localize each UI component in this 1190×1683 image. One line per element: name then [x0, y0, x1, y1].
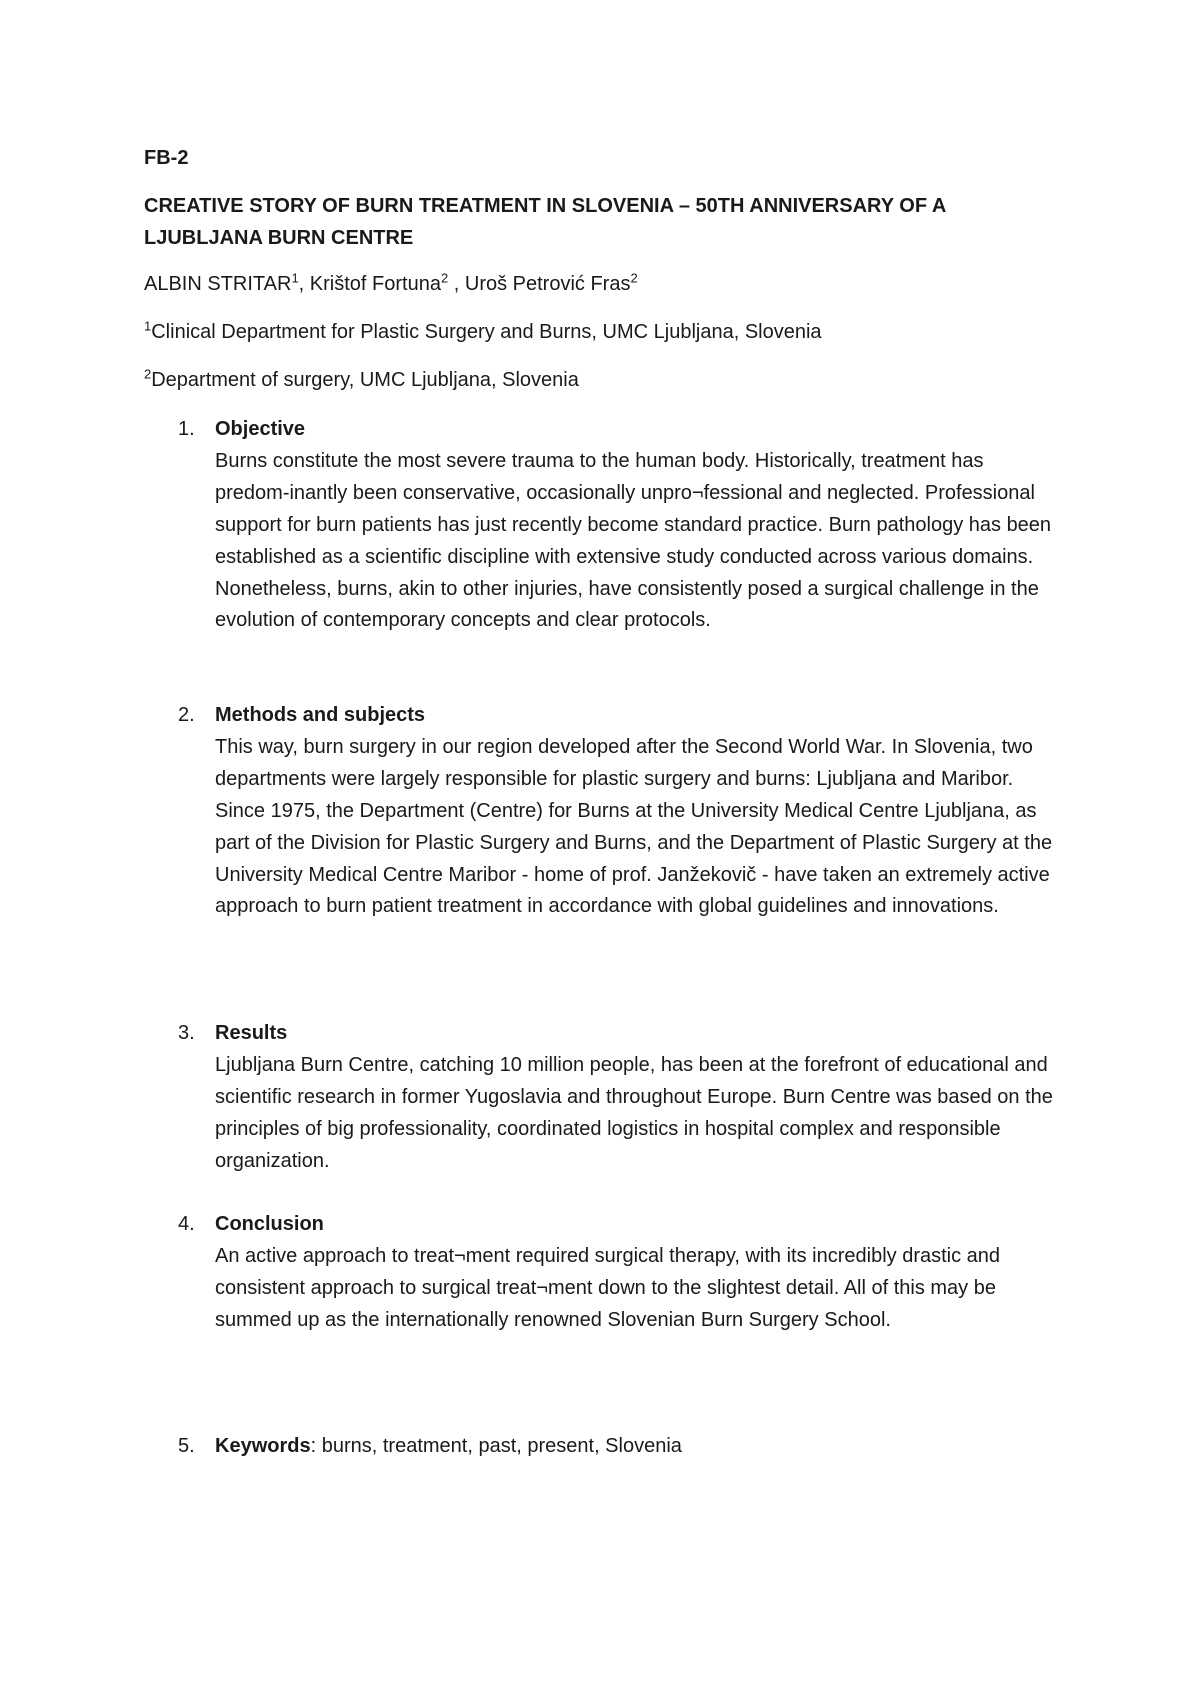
affiliation	[144, 318, 822, 346]
affiliation-number: 2	[144, 366, 152, 382]
section-heading: Results	[215, 1022, 288, 1044]
section-heading: Objective	[215, 418, 306, 440]
abstract-code: FB-2	[144, 147, 189, 169]
author-separator: ,	[448, 273, 465, 295]
affiliation-text: Department of surgery, UMC Ljubljana, Slovenia	[151, 369, 579, 391]
section-heading: Methods and subjects	[215, 704, 426, 726]
author-list	[144, 270, 638, 298]
section-text: This way, burn surgery in our region developed after the Second World War. In Slovenia, two departments were largely responsible for plastic surgery and burns: Ljubljana and Maribor. Since 1975, the Department (Centre) for Burns at the University Medical Centre Ljubljana, as part of the Division for Plastic Surgery and Burns, and the Department of Plastic Surgery at the University Medical Centre Maribor - home of prof. Janžekovič - have taken an extremely active approach to burn patient treatment in accordance with global guidelines and innovations.	[215, 735, 1053, 918]
section-heading: Conclusion	[215, 1213, 324, 1235]
section-body	[215, 1431, 1060, 1463]
section-text: Burns constitute the most severe trauma to the human body. Historically, treatment has predom-inantly been conservative, occasionally unpro¬fessional and neglected. Professional support for burn patients has just recently become standard practice. Burn pathology has been established as a scientific discipline with extensive study conducted across various domains. Nonetheless, burns, akin to other injuries, have consistently posed a surgical challenge in the evolution of contemporary concepts and clear protocols.	[215, 449, 1052, 632]
affiliation-text: Clinical Department for Plastic Surgery and Burns, UMC Ljubljana, Slovenia	[151, 321, 822, 343]
author-affiliation-marker: 1	[291, 270, 299, 286]
section-number: 5.	[178, 1435, 195, 1457]
keywords-label: Keywords	[215, 1435, 311, 1457]
section-number: 1.	[178, 418, 195, 440]
section-number: 3.	[178, 1022, 195, 1044]
author-affiliation-marker: 2	[630, 270, 638, 286]
section-text: An active approach to treat¬ment required surgical therapy, with its incredibly drastic and consistent approach to surgical treat¬ment down to the slightest detail. All of this may be summed up as the internationally renowned Slovenian Burn Surgery School.	[215, 1244, 1001, 1331]
section-body	[215, 1018, 1060, 1178]
section-body	[215, 700, 1060, 923]
author-name: Krištof Fortuna	[309, 273, 441, 295]
author-separator: ,	[298, 273, 310, 295]
section-body	[215, 414, 1060, 637]
section-number: 2.	[178, 704, 195, 726]
keywords-text: : burns, treatment, past, present, Slovenia	[310, 1435, 682, 1457]
affiliation-number: 1	[144, 318, 152, 334]
author-name: ALBIN STRITAR	[144, 273, 292, 295]
affiliation	[144, 366, 579, 394]
author-affiliation-marker: 2	[440, 270, 449, 286]
section-number: 4.	[178, 1213, 195, 1235]
keywords-line	[215, 1431, 1060, 1463]
abstract-title: CREATIVE STORY OF BURN TREATMENT IN SLOVENIA – 50TH ANNIVERSARY OF A LJUBLJANA BURN CENTRE	[144, 195, 946, 249]
section-body	[215, 1209, 1060, 1337]
section-text: Ljubljana Burn Centre, catching 10 million people, has been at the forefront of educational and scientific research in former Yugoslavia and throughout Europe. Burn Centre was based on the principles of big professionality, coordinated logistics in hospital complex and responsible organization.	[215, 1053, 1053, 1172]
author-name: Uroš Petrović Fras	[464, 273, 631, 295]
